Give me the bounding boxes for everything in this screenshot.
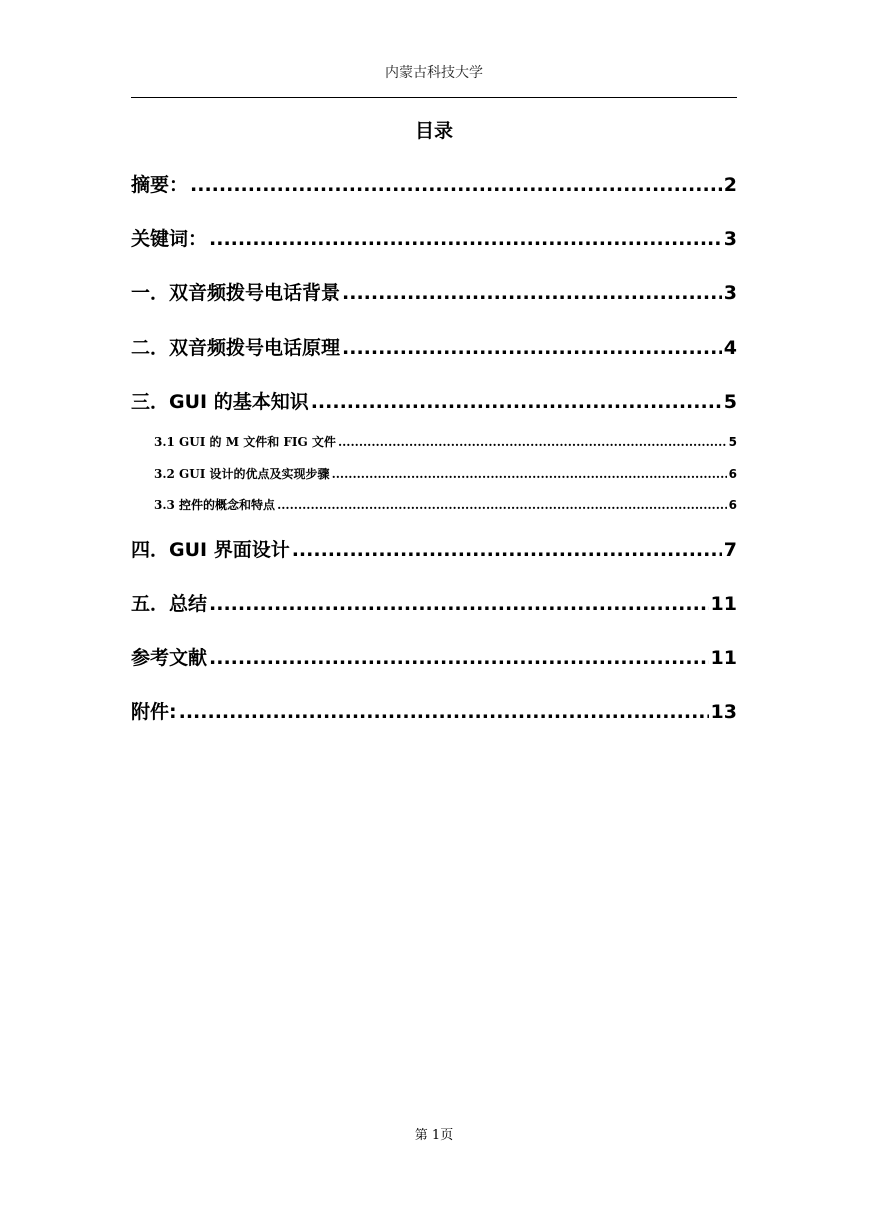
toc-entry-keywords[interactable]: [131, 224, 737, 251]
toc-leader-dots: [342, 337, 722, 359]
toc-entry-label: 关键词：: [131, 228, 208, 250]
toc-entry-page: 6: [728, 498, 737, 512]
page-header-title: 内蒙古科技大学: [385, 65, 483, 81]
toc-leader-dots: [342, 282, 722, 304]
toc-entry-abstract[interactable]: [131, 170, 737, 197]
toc-entry-page: 11: [710, 593, 737, 615]
toc-leader-dots: [277, 498, 727, 512]
toc-entry-page: 11: [710, 647, 737, 669]
toc-entry-page: 2: [723, 174, 737, 196]
toc-leader-dots: [332, 467, 727, 481]
toc-entry-chapter-5[interactable]: [131, 589, 737, 616]
toc-entry-label: 3.1 GUI 的 M 文件和 FIG 文件: [154, 435, 336, 449]
toc-entry-chapter-2[interactable]: [131, 333, 737, 360]
toc-entry-page: 5: [723, 391, 737, 413]
toc-entry-label: 五．总结: [131, 593, 208, 615]
toc-leader-dots: [292, 539, 722, 561]
toc-leader-dots: [190, 174, 722, 196]
toc-entry-label: 3.3 控件的概念和特点: [154, 498, 276, 512]
toc-entry-appendix[interactable]: [131, 697, 737, 724]
toc-entry-page: 4: [723, 337, 737, 359]
toc-leader-dots: [338, 435, 727, 449]
toc-entry-page: 5: [728, 435, 737, 449]
toc-entry-label: 摘要：: [131, 174, 189, 196]
toc-entry-label: 二．双音频拨号电话原理: [131, 337, 341, 359]
toc-leader-dots: [179, 701, 709, 723]
toc-entry-page: 6: [728, 467, 737, 481]
toc-leader-dots: [209, 593, 709, 615]
toc-entry-label: 3.2 GUI 设计的优点及实现步骤: [154, 467, 330, 481]
toc-entry-label: 一．双音频拨号电话背景: [131, 282, 341, 304]
toc-entry-page: 7: [723, 539, 737, 561]
toc-entry-section-3-2[interactable]: [154, 465, 737, 482]
toc-entry-section-3-1[interactable]: [154, 433, 737, 450]
toc-entry-chapter-1[interactable]: [131, 278, 737, 305]
toc-leader-dots: [209, 228, 722, 250]
toc-title: 目录: [414, 120, 453, 142]
toc-entry-label: 三．GUI 的基本知识: [131, 391, 309, 413]
page-number: 第 1页: [414, 1128, 454, 1143]
toc-entry-chapter-3[interactable]: [131, 387, 737, 414]
toc-entry-label: 附件:: [131, 701, 177, 723]
toc-leader-dots: [209, 647, 709, 669]
toc-leader-dots: [311, 391, 722, 413]
header-divider: [131, 97, 737, 98]
toc-entry-page: 3: [723, 228, 737, 250]
toc-entry-page: 13: [710, 701, 737, 723]
toc-entry-references[interactable]: [131, 643, 737, 670]
toc-entry-label: 参考文献: [131, 647, 208, 669]
toc-entry-section-3-3[interactable]: [154, 496, 737, 513]
toc-entry-chapter-4[interactable]: [131, 535, 737, 562]
toc-entry-label: 四．GUI 界面设计: [131, 539, 290, 561]
toc-entry-page: 3: [723, 282, 737, 304]
